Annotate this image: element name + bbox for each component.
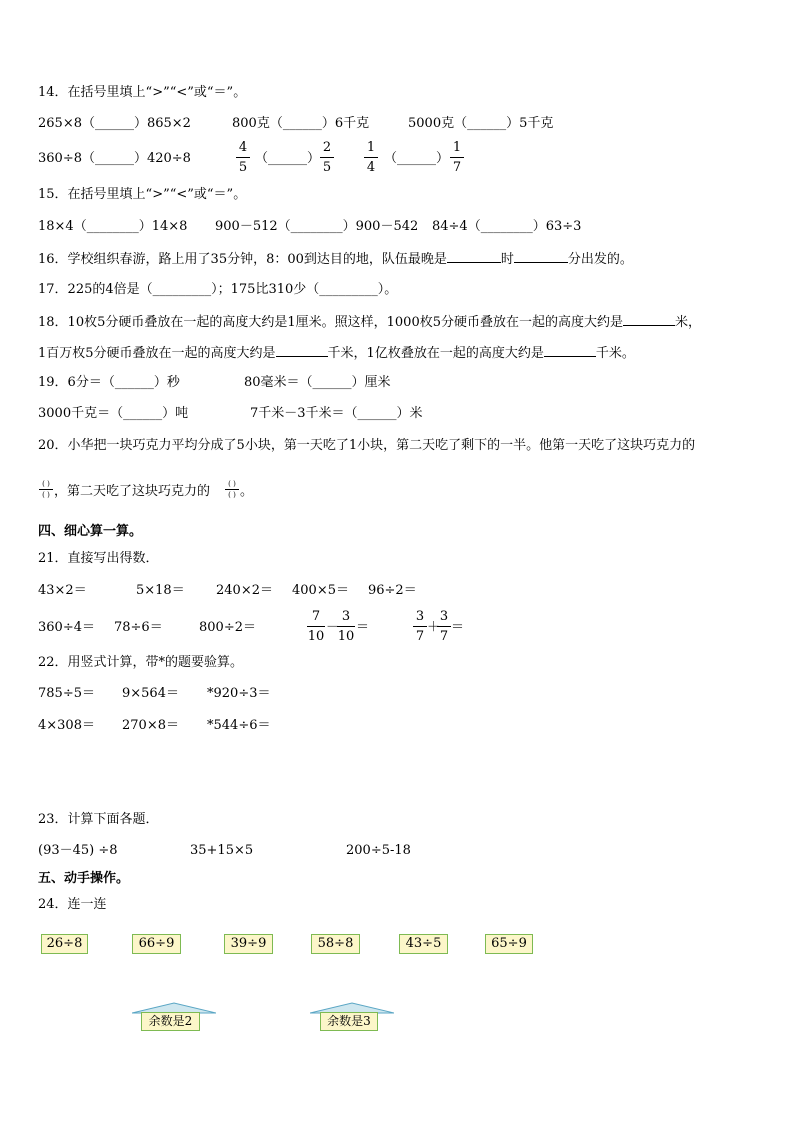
- q21-calc-6: 360÷4＝: [38, 620, 95, 635]
- q22-calc-3: *920÷3＝: [207, 686, 271, 701]
- q22-calc-2: 9×564＝: [122, 686, 179, 701]
- q14-fraction-4: 1 7: [450, 140, 464, 175]
- section-5-title: 五、动手操作。: [38, 871, 130, 886]
- q21-fraction-3-10: 3 10: [337, 609, 355, 644]
- q21-title: 21．直接写出得数．: [38, 551, 159, 566]
- q20-answer-fraction-1: ( ) ( ): [39, 480, 53, 499]
- q14-title: 14．在括号里填上“>”“<”或“＝”。: [38, 85, 247, 100]
- q22-calc-1: 785÷5＝: [38, 686, 95, 701]
- house-remainder-3[interactable]: 余数是3: [320, 1012, 378, 1031]
- q21-equals-1: ＝: [356, 620, 370, 635]
- q22-title: 22．用竖式计算，带*的题要验算。: [38, 655, 244, 670]
- q23-item-1: (93－45) ÷8: [38, 843, 118, 858]
- q14-blank-6: （______）: [384, 151, 450, 166]
- q14-fraction-3: 1 4: [364, 140, 378, 175]
- q17-question: 17．225的4倍是（_________）；175比310少（_________）。: [38, 282, 398, 297]
- q22-calc-5: 270×8＝: [122, 718, 179, 733]
- q15-title: 15．在括号里填上“>”“<”或“＝”。: [38, 187, 247, 202]
- q22-calc-4: 4×308＝: [38, 718, 95, 733]
- q19-item-1: 19．6分＝（______）秒: [38, 375, 180, 390]
- q21-fraction-7-10: 7 10: [307, 609, 325, 644]
- q14-compare-1: 265×8（______）865×2: [38, 116, 191, 131]
- q21-calc-5: 96÷2＝: [368, 583, 417, 598]
- section-4-title: 四、细心算一算。: [38, 524, 143, 539]
- q21-calc-8: 800÷2＝: [199, 620, 256, 635]
- q22-calc-6: *544÷6＝: [207, 718, 271, 733]
- q16-question: 16．学校组织春游，路上用了35分钟，8：00到达目的地，队伍最晚是 时 分出发的。: [38, 252, 633, 267]
- q14-fraction-2: 2 5: [320, 140, 334, 175]
- q21-minus-sign: －: [326, 620, 340, 635]
- q21-calc-7: 78÷6＝: [114, 620, 163, 635]
- division-card-2[interactable]: 66÷9: [132, 934, 181, 954]
- q23-item-2: 35+15×5: [190, 843, 254, 858]
- q14-fraction-1: 4 5: [236, 140, 250, 175]
- q24-title: 24．连一连: [38, 897, 107, 912]
- q19-item-4: 7千米－3千米＝（______）米: [250, 406, 423, 421]
- q21-calc-3: 240×2＝: [216, 583, 273, 598]
- q18-line-2: 1百万枚5分硬币叠放在一起的高度大约是 千米，1亿枚叠放在一起的高度大约是 千米。: [38, 346, 635, 361]
- q21-calc-1: 43×2＝: [38, 583, 87, 598]
- q14-compare-4: 360÷8（______）420÷8: [38, 151, 191, 166]
- q15-compare-3: 84÷4（________）63÷3: [432, 219, 582, 234]
- q20-line-2: ，第二天吃了这块巧克力的: [54, 484, 211, 499]
- division-card-6[interactable]: 65÷9: [485, 934, 533, 954]
- division-card-5[interactable]: 43÷5: [399, 934, 448, 954]
- house-remainder-2[interactable]: 余数是2: [141, 1012, 200, 1031]
- q20-line-1: 20．小华把一块巧克力平均分成了5小块，第一天吃了1小块，第二天吃了剩下的一半。他第一天吃了这块巧克力的: [38, 438, 696, 453]
- q18-line-1: 18．10枚5分硬币叠放在一起的高度大约是1厘米。照这样，1000枚5分硬币叠放在一起的高度大约是 米，: [38, 315, 701, 330]
- q14-blank-5: （______）: [255, 151, 321, 166]
- q21-fraction-3-7-b: 3 7: [437, 609, 451, 644]
- q21-calc-4: 400×5＝: [292, 583, 349, 598]
- q21-equals-2: ＝: [451, 620, 465, 635]
- q23-item-3: 200÷5-18: [346, 843, 411, 858]
- q19-item-3: 3000千克＝（______）吨: [38, 406, 189, 421]
- q20-answer-fraction-2: ( ) ( ): [225, 480, 239, 499]
- q15-compare-1: 18×4（________）14×8: [38, 219, 188, 234]
- q15-compare-2: 900－512（________）900－542: [215, 219, 419, 234]
- q19-item-2: 80毫米＝（______）厘米: [244, 375, 391, 390]
- q21-plus-sign: ＋: [427, 620, 441, 635]
- q14-compare-3: 5000克（______）5千克: [408, 116, 554, 131]
- division-card-4[interactable]: 58÷8: [311, 934, 360, 954]
- q20-line-end: 。: [240, 484, 254, 499]
- division-card-1[interactable]: 26÷8: [41, 934, 88, 954]
- q21-calc-2: 5×18＝: [136, 583, 185, 598]
- q23-title: 23．计算下面各题．: [38, 812, 159, 827]
- q21-fraction-3-7-a: 3 7: [413, 609, 427, 644]
- division-card-3[interactable]: 39÷9: [224, 934, 273, 954]
- q14-compare-2: 800克（______）6千克: [232, 116, 370, 131]
